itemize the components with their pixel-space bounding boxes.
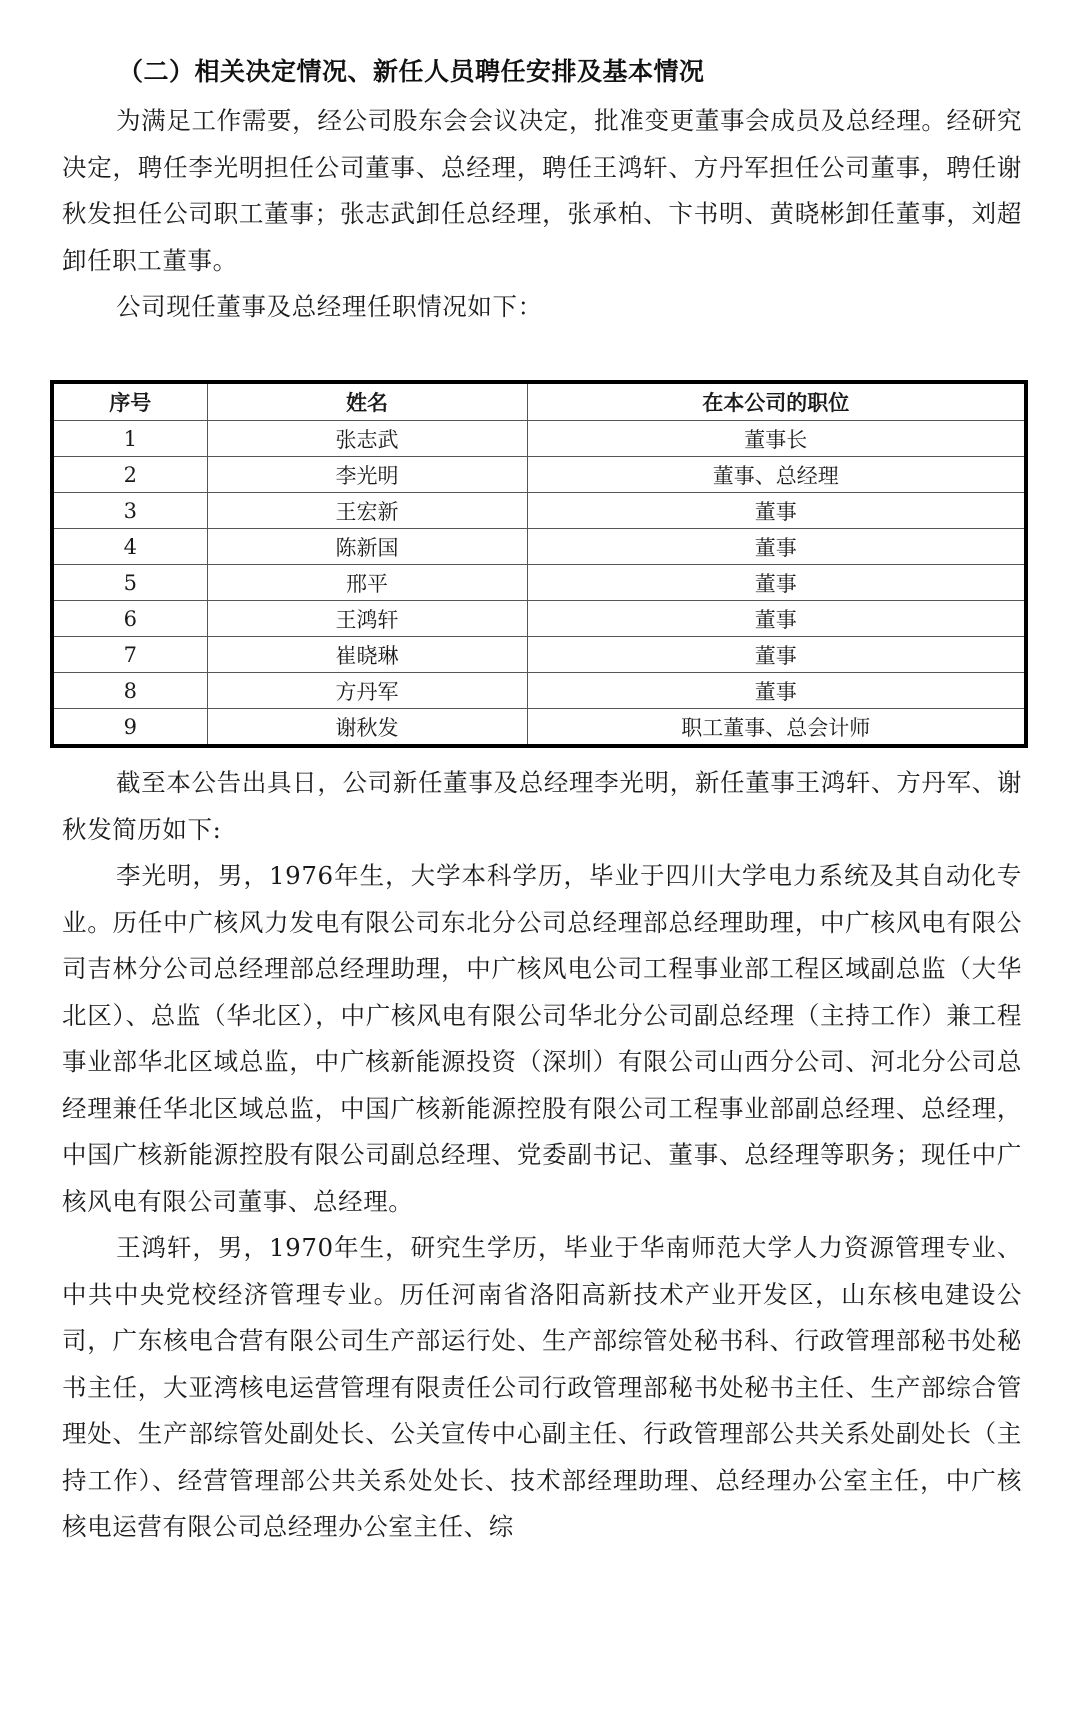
bios-section <box>62 760 1022 1551</box>
bios-intro-paragraph: 截至本公告出具日，公司新任董事及总经理李光明，新任董事王鸿轩、方丹军、谢秋发简历如下: <box>62 768 1022 844</box>
cell-position: 董事 <box>527 529 1026 565</box>
table-row <box>52 421 1026 457</box>
cell-position: 董事 <box>527 637 1026 673</box>
cell-no: 6 <box>52 601 207 637</box>
cell-no: 1 <box>52 421 207 457</box>
cell-name: 崔晓琳 <box>207 637 527 673</box>
cell-position: 董事 <box>527 673 1026 709</box>
table-row <box>52 673 1026 709</box>
header-position: 在本公司的职位 <box>527 382 1026 421</box>
table-row <box>52 601 1026 637</box>
cell-name: 张志武 <box>207 421 527 457</box>
cell-position: 职工董事、总会计师 <box>527 709 1026 747</box>
cell-name: 李光明 <box>207 457 527 493</box>
cell-name: 王鸿轩 <box>207 601 527 637</box>
table-row <box>52 457 1026 493</box>
cell-no: 3 <box>52 493 207 529</box>
cell-name: 方丹军 <box>207 673 527 709</box>
cell-position: 董事长 <box>527 421 1026 457</box>
cell-no: 2 <box>52 457 207 493</box>
bio-wang-hongxuan: 王鸿轩，男，1970年生，研究生学历，毕业于华南师范大学人力资源管理专业、中共中央党校经济管理专业。历任河南省洛阳高新技术产业开发区，山东核电建设公司，广东核电合营有限公司生产部运行处、生产部综管处秘书科、行政管理部秘书处秘书主任，大亚湾核电运营管理有限责任公司行政管理部秘书处秘书主任、生产部综合管理处、生产部综管处副处长、公关宣传中心副主任、行政管理部公共关系处副处长（主持工作）、经营管理部公共关系处处长、技术部经理助理、总经理办公室主任，中广核核电运营有限公司总经理办公室主任、综 <box>62 1233 1022 1541</box>
cell-no: 5 <box>52 565 207 601</box>
decision-paragraph: 为满足工作需要，经公司股东会会议决定，批准变更董事会成员及总经理。经研究决定，聘任李光明担任公司董事、总经理，聘任王鸿轩、方丹军担任公司董事，聘任谢秋发担任公司职工董事；张志武卸任总经理，张承柏、卞书明、黄晓彬卸任董事，刘超卸任职工董事。 <box>62 106 1022 275</box>
table-row <box>52 637 1026 673</box>
cell-name: 陈新国 <box>207 529 527 565</box>
cell-position: 董事、总经理 <box>527 457 1026 493</box>
cell-no: 4 <box>52 529 207 565</box>
cell-name: 王宏新 <box>207 493 527 529</box>
header-name: 姓名 <box>207 382 527 421</box>
table-header-row <box>52 382 1026 421</box>
cell-position: 董事 <box>527 493 1026 529</box>
bio-li-guangming: 李光明，男，1976年生，大学本科学历，毕业于四川大学电力系统及其自动化专业。历任中广核风力发电有限公司东北分公司总经理部总经理助理，中广核风电有限公司吉林分公司总经理部总经理助理，中广核风电公司工程事业部工程区域副总监（大华北区）、总监（华北区），中广核风电有限公司华北分公司副总经理（主持工作）兼工程事业部华北区域总监，中广核新能源投资（深圳）有限公司山西分公司、河北分公司总经理兼任华北区域总监，中国广核新能源控股有限公司工程事业部副总经理、总经理，中国广核新能源控股有限公司副总经理、党委副书记、董事、总经理等职务；现任中广核风电有限公司董事、总经理。 <box>62 861 1022 1216</box>
document-page <box>62 52 1022 331</box>
cell-name: 谢秋发 <box>207 709 527 747</box>
table-row <box>52 565 1026 601</box>
table-row <box>52 529 1026 565</box>
cell-name: 邢平 <box>207 565 527 601</box>
board-members-table <box>50 380 1028 748</box>
table-intro-paragraph: 公司现任董事及总经理任职情况如下： <box>116 292 543 321</box>
cell-no: 7 <box>52 637 207 673</box>
cell-no: 8 <box>52 673 207 709</box>
table-row <box>52 709 1026 747</box>
cell-no: 9 <box>52 709 207 747</box>
cell-position: 董事 <box>527 601 1026 637</box>
table-row <box>52 493 1026 529</box>
header-no: 序号 <box>52 382 207 421</box>
cell-position: 董事 <box>527 565 1026 601</box>
section-heading: （二）相关决定情况、新任人员聘任安排及基本情况 <box>118 57 705 86</box>
